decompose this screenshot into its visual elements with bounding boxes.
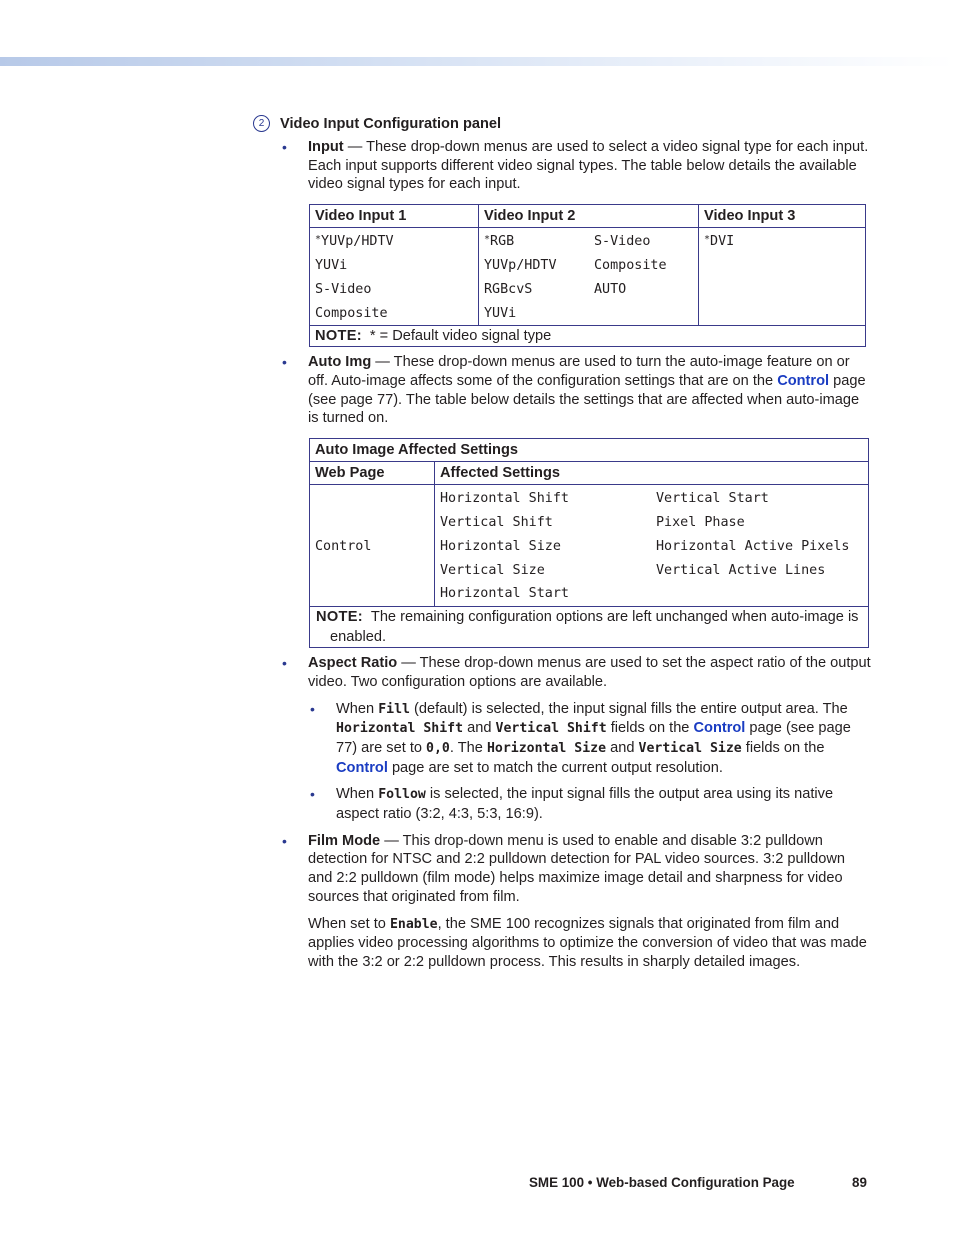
control-link[interactable]: Control <box>336 759 388 776</box>
text: When <box>336 786 379 803</box>
signal-item: YUVi <box>315 257 348 273</box>
signal-item: DVI <box>710 234 735 250</box>
setting-item: Vertical Shift <box>440 514 553 530</box>
text: page are set to match the current output resolution. <box>387 759 723 776</box>
input-table-note <box>310 326 866 347</box>
control-link[interactable]: Control <box>693 720 746 737</box>
term-film-mode: Film Mode <box>308 832 381 849</box>
control-link[interactable]: Control <box>777 373 830 389</box>
setting-item: Pixel Phase <box>656 514 745 530</box>
text: When set to <box>308 915 390 932</box>
bullet-dot-icon: • <box>282 354 287 371</box>
header-video-input-2: Video Input 2 <box>479 205 699 228</box>
bullet-film-mode <box>252 832 872 907</box>
term-auto-img: Auto Img <box>308 354 372 371</box>
auto-table-note <box>310 607 869 648</box>
signal-item: S-Video <box>594 234 651 250</box>
input1-signals <box>310 228 479 326</box>
header-web-page: Web Page <box>310 462 435 485</box>
header-video-input-1: Video Input 1 <box>310 205 479 228</box>
code-vertical-size: Vertical Size <box>638 740 742 756</box>
text: . The <box>449 739 487 756</box>
bullet-dot-icon: • <box>282 655 287 672</box>
code-enable: Enable <box>389 916 438 932</box>
text: page (see page 77) are set to <box>336 720 851 756</box>
code-horizontal-shift: Horizontal Shift <box>336 721 464 737</box>
text: is selected, the input signal fills the output area using its native aspect ratio (3:2, 4:3, 5:3, 16:9). <box>336 786 834 823</box>
signal-item: S-Video <box>315 281 372 297</box>
term-aspect-ratio: Aspect Ratio <box>308 655 398 672</box>
default-asterisk: * <box>315 234 322 246</box>
setting-item: Horizontal Start <box>440 586 569 602</box>
signal-item: Composite <box>594 257 667 273</box>
section-title: Video Input Configuration panel <box>280 116 502 132</box>
code-horizontal-size: Horizontal Size <box>486 740 607 756</box>
settings-cell <box>435 485 869 607</box>
callout-number-icon: 2 <box>253 115 270 132</box>
signal-item: YUVp/HDTV <box>321 234 394 250</box>
header-affected-settings: Affected Settings <box>435 462 869 485</box>
code-follow: Follow <box>378 787 426 803</box>
signal-item: YUVi <box>484 305 517 321</box>
term-input: Input <box>308 139 344 155</box>
text: , the SME 100 recognizes signals that originated from film and applies video processing algorithms to optimize the conversion of video that was made with the 3:2 or 2:2 pulldown process. This results in sharply detailed images. <box>308 915 867 970</box>
default-asterisk: * <box>704 234 711 246</box>
bullet-dot-icon: • <box>282 139 287 155</box>
bullet-dot-icon: • <box>282 832 287 849</box>
web-page-cell: Control <box>310 485 435 607</box>
setting-item: Horizontal Shift <box>440 491 569 507</box>
header-video-input-3: Video Input 3 <box>699 205 866 228</box>
signal-item: RGB <box>490 234 515 250</box>
note-label: NOTE: <box>316 609 363 626</box>
setting-item: Vertical Active Lines <box>656 562 826 578</box>
auto-img-description: — These drop-down menus are used to turn the auto-image feature on or off. Auto-image affects some of the configuration settings that are on the <box>308 354 850 389</box>
section-heading <box>252 114 872 134</box>
video-input-table <box>309 204 866 347</box>
note-text: The remaining configuration options are left unchanged when auto-image is enabled. <box>330 609 859 646</box>
bullet-aspect-ratio <box>252 654 872 691</box>
signal-item: Composite <box>315 305 388 321</box>
text: (default) is selected, the input signal fills the entire output area. The <box>409 700 848 717</box>
code-fill: Fill <box>378 701 410 717</box>
note-label: NOTE: <box>315 328 362 345</box>
bullet-dot-icon: • <box>310 700 315 717</box>
note-text: * = Default video signal type <box>369 328 552 345</box>
input2-signals <box>479 228 699 326</box>
default-asterisk: * <box>484 234 491 246</box>
bullet-dot-icon: • <box>310 786 315 803</box>
text: fields on the <box>606 720 694 737</box>
header-gradient-bar <box>0 57 954 66</box>
bullet-auto-img <box>252 353 872 428</box>
setting-item: Horizontal Size <box>440 538 561 554</box>
bullet-input <box>252 138 872 194</box>
film-mode-paragraph <box>252 915 872 972</box>
page-number: 89 <box>852 1175 867 1190</box>
code-zero-zero: 0,0 <box>426 740 450 756</box>
code-vertical-shift: Vertical Shift <box>495 721 607 737</box>
text: fields on the <box>741 739 825 756</box>
film-description: — This drop-down menu is used to enable and disable 3:2 pulldown detection for NTSC and 2:2 pulldown detection for PAL video sources. 3:2 pulldown and 2:2 pulldown (film mode) helps maximize image detail and sharpness for video sources that originated from film. <box>308 832 846 905</box>
setting-item: Vertical Start <box>656 491 769 507</box>
footer-title: SME 100 • Web-based Configuration Page <box>529 1175 795 1190</box>
aspect-description: — These drop-down menus are used to set the aspect ratio of the output video. Two configuration options are available. <box>308 655 871 690</box>
signal-item: AUTO <box>594 281 627 297</box>
auto-table-title: Auto Image Affected Settings <box>310 439 869 462</box>
sub-bullet-follow <box>252 785 872 823</box>
auto-img-description-cont: page (see page 77). The table below details the settings that are affected when auto-image is turned on. <box>308 373 866 427</box>
auto-image-table <box>309 438 869 648</box>
signal-item: YUVp/HDTV <box>484 257 557 273</box>
setting-item: Horizontal Active Pixels <box>656 538 850 554</box>
sub-bullet-fill <box>252 700 872 778</box>
signal-item: RGBcvS <box>484 281 533 297</box>
text: When <box>336 700 379 717</box>
input-description: — These drop-down menus are used to select a video signal type for each input. Each input supports different video signal types. The table below details the available video signal types for each input. <box>308 139 869 193</box>
page-content <box>252 114 872 972</box>
text: and <box>463 720 496 737</box>
setting-item: Vertical Size <box>440 562 545 578</box>
text: and <box>606 739 639 756</box>
input3-signals <box>699 228 866 326</box>
